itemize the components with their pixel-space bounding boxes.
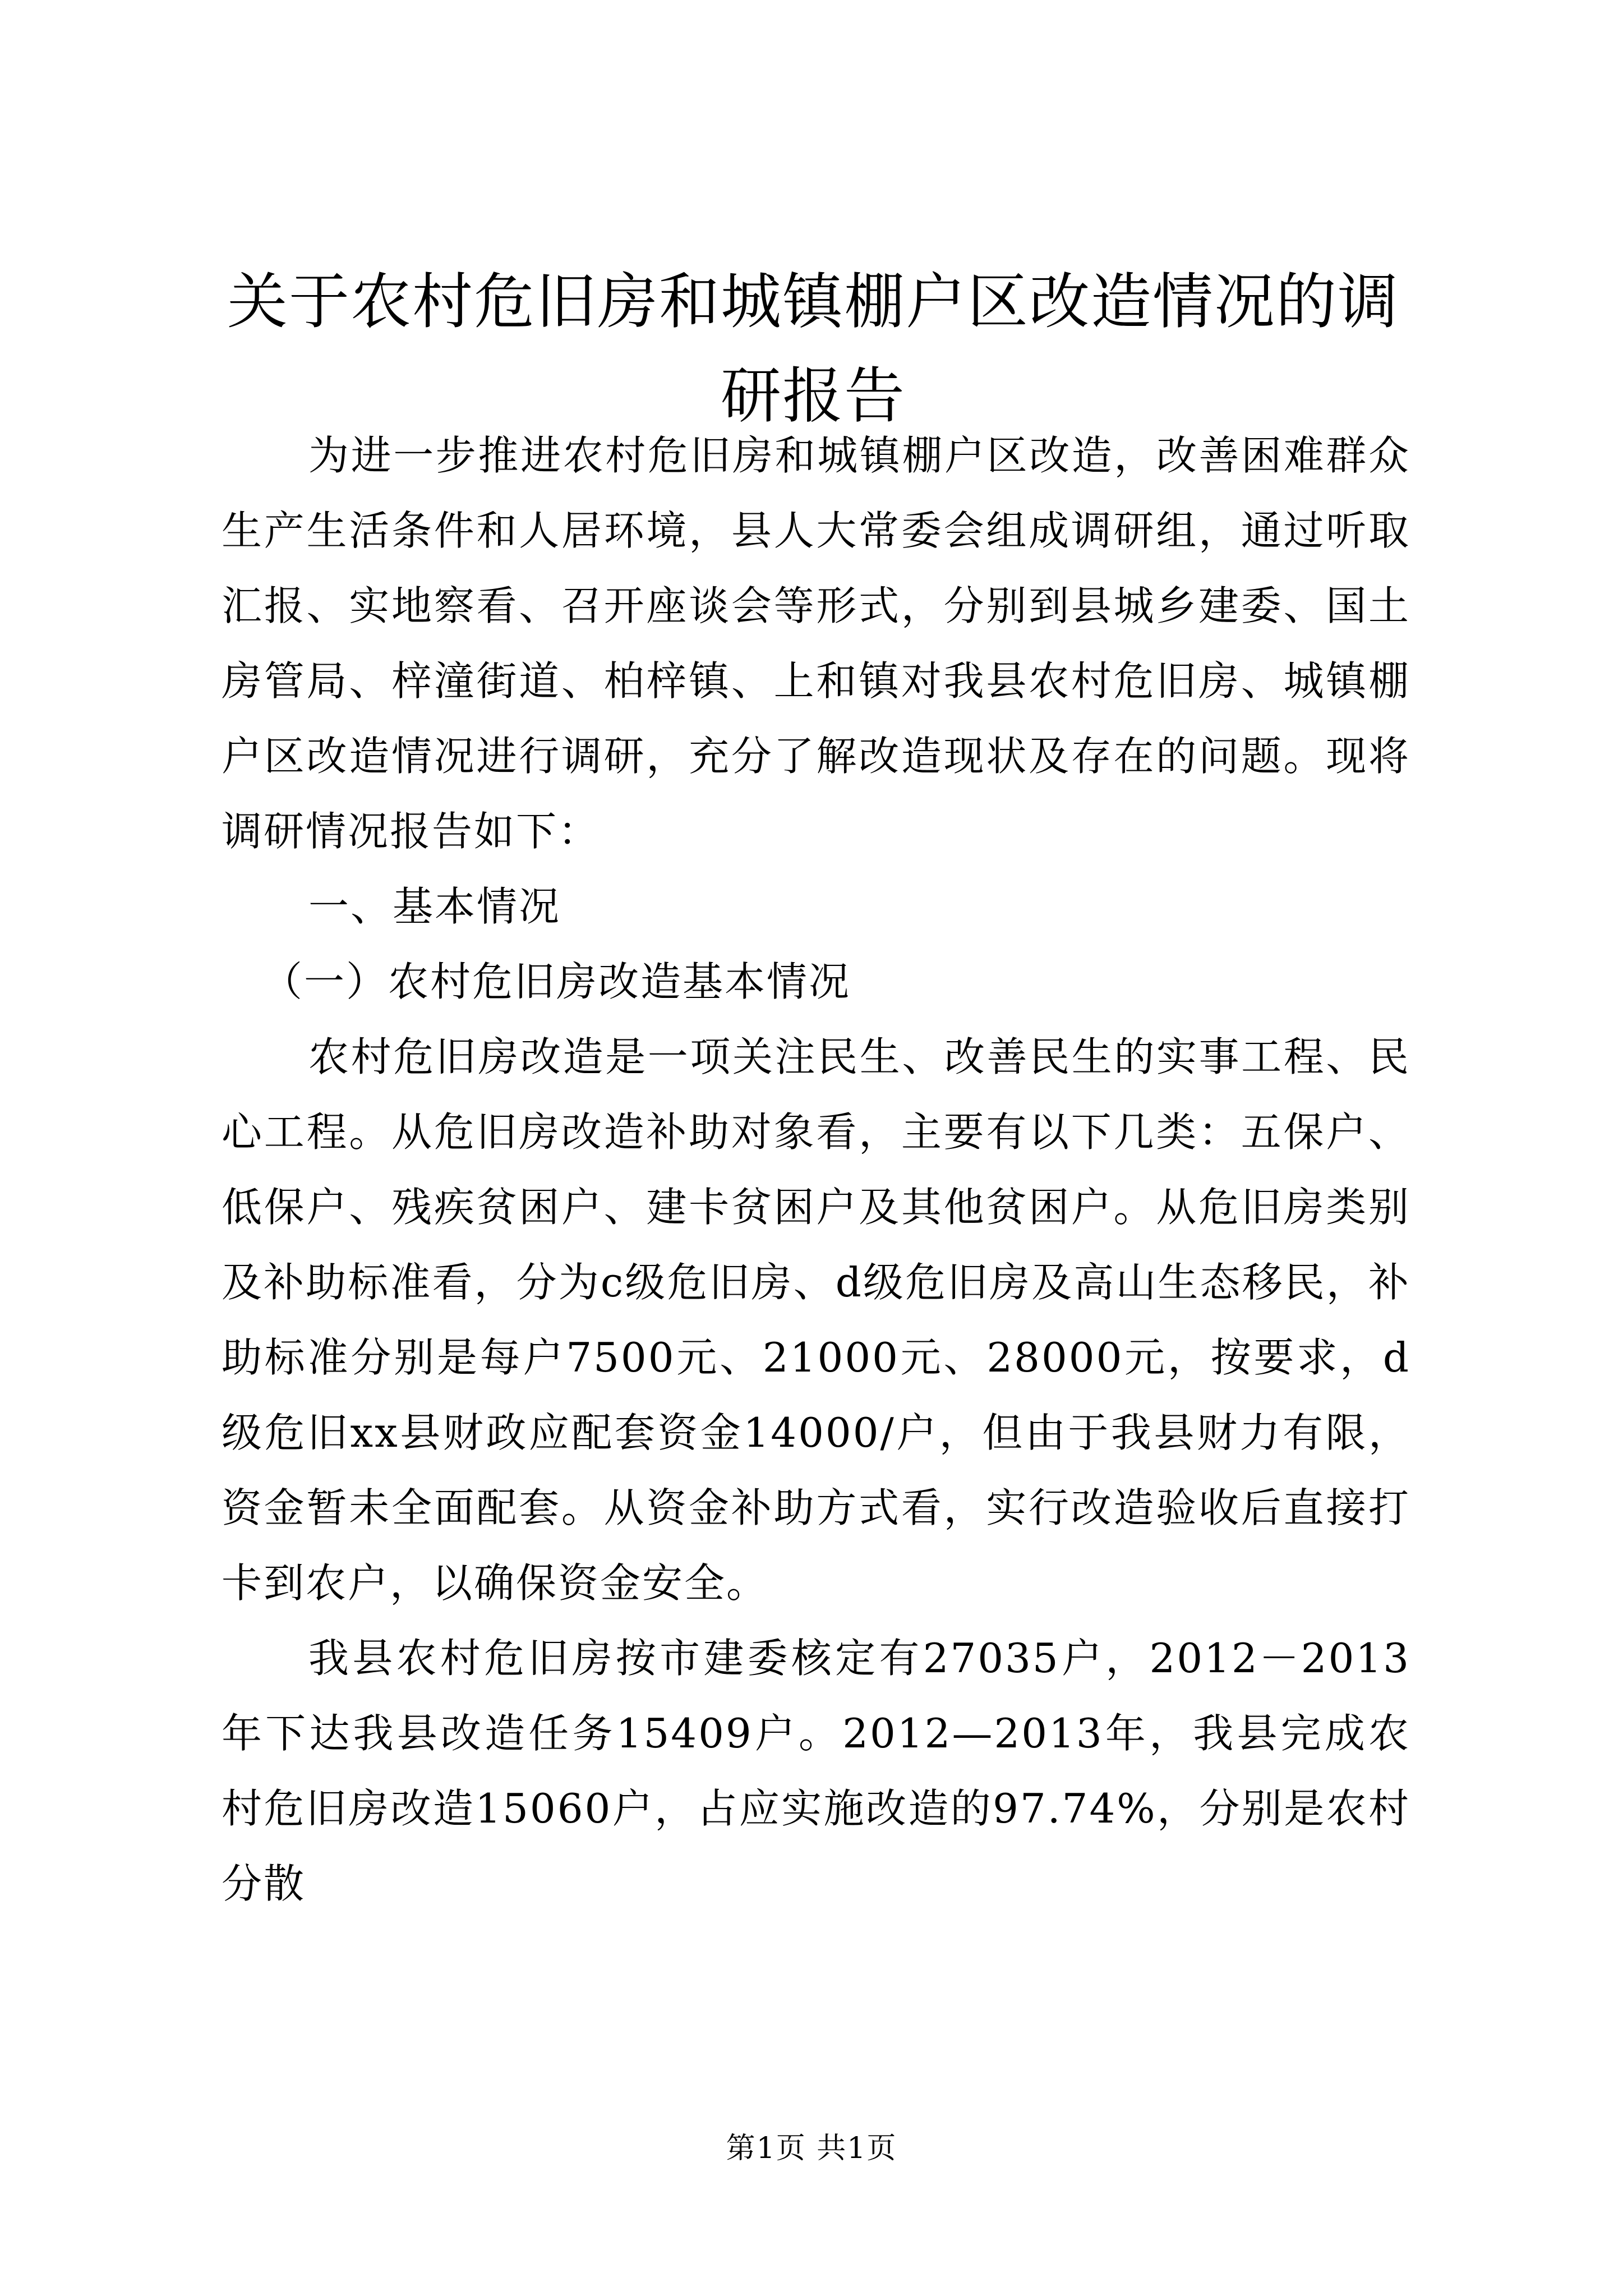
body-paragraph: 农村危旧房改造是一项关注民生、改善民生的实事工程、民心工程。从危旧房改造补助对象看，主要有以下几类：五保户、低保户、残疾贫困户、建卡贫困户及其他贫困户。从危旧房类别及补助标准看，分为c级危旧房、d级危旧房及高山生态移民，补助标准分别是每户7500元、21000元、28000元，按要求，d级危旧xx县财政应配套资金14000/户，但由于我县财力有限，资金暂未全面配套。从资金补助方式看，实行改造验收后直接打卡到农户，以确保资金安全。 bbox=[222, 1033, 1410, 1607]
document-body bbox=[222, 418, 1410, 1921]
subsection-heading-rural: （一）农村危旧房改造基本情况 bbox=[262, 958, 851, 1005]
section-heading-basic: 一、基本情况 bbox=[308, 883, 561, 930]
document-title: 关于农村危旧房和城镇棚户区改造情况的调研报告 bbox=[227, 267, 1399, 431]
intro-paragraph: 为进一步推进农村危旧房和城镇棚户区改造，改善困难群众生产生活条件和人居环境，县人大常委会组成调研组，通过听取汇报、实地察看、召开座谈会等形式，分别到县城乡建委、国土房管局、梓潼街道、柏梓镇、上和镇对我县农村危旧房、城镇棚户区改造情况进行调研，充分了解改造现状及存在的问题。现将调研情况报告如下： bbox=[222, 432, 1410, 855]
page-footer: 第1页 共1页 bbox=[726, 2132, 897, 2165]
body-paragraph: 我县农村危旧房按市建委核定有27035户，2012－2013年下达我县改造任务15409户。2012—2013年，我县完成农村危旧房改造15060户，占应实施改造的97.74%，分别是农村分散 bbox=[222, 1635, 1410, 1907]
